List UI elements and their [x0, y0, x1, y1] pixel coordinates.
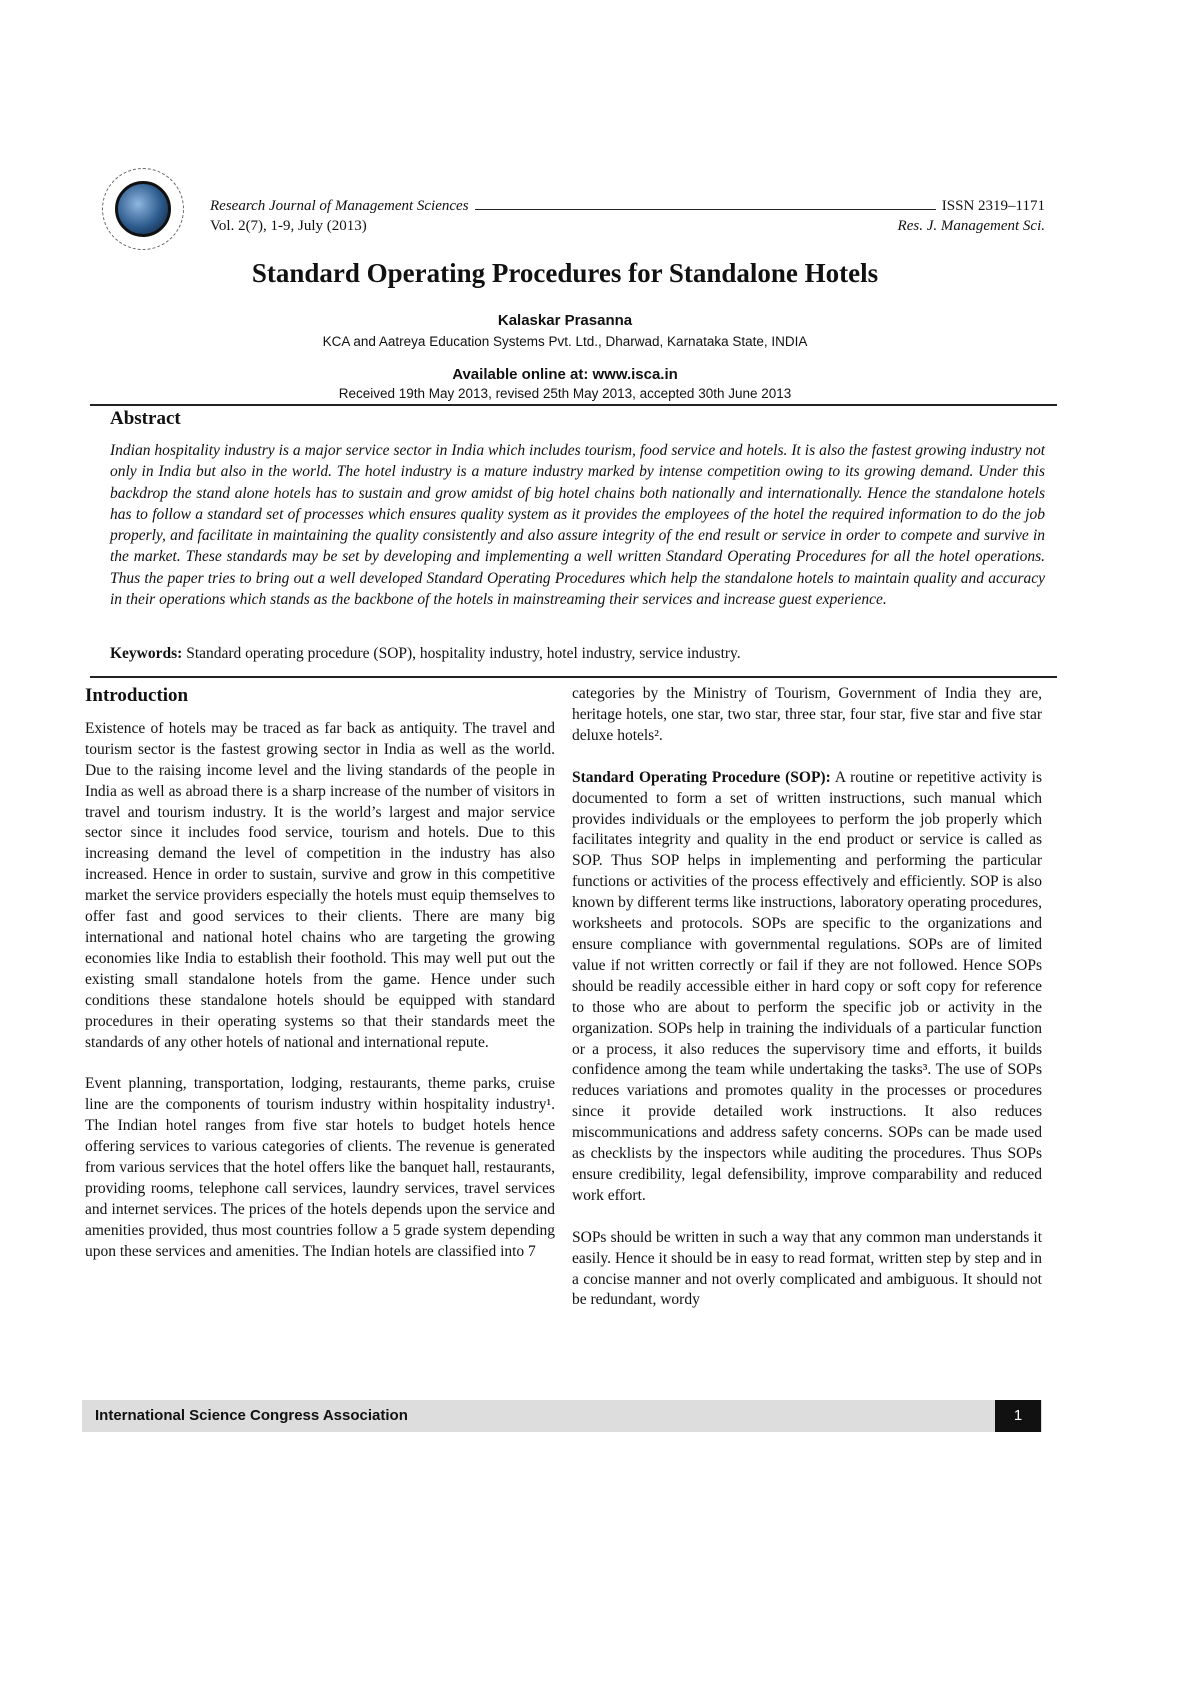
author: Kalaskar Prasanna — [497, 312, 633, 329]
page-number: 1 — [995, 1400, 1041, 1432]
volume: Vol. 2(7), 1-9, July (2013) — [210, 218, 367, 234]
globe-icon — [115, 181, 171, 237]
footer-bar — [82, 1400, 1042, 1432]
isca-logo — [102, 168, 184, 250]
issn: ISSN 2319–1171 — [941, 198, 1045, 214]
divider — [90, 676, 1057, 678]
received-dates: Received 19th May 2013, revised 25th May 2013, accepted 30th June 2013 — [338, 386, 792, 401]
page-title: Standard Operating Procedures for Standalone Hotels — [251, 258, 879, 288]
abstract-heading: Abstract — [110, 408, 181, 429]
journal-name: Research Journal of Management Sciences — [210, 198, 469, 214]
journal-abbrev: Res. J. Management Sci. — [897, 218, 1045, 234]
paragraph: SOPs should be written in such a way that any common man understands it easily. Hence it should be in easy to read format, written step by step and in a concise manner and not overly complicated and ambiguous. It should not be redundant, wordy — [572, 1228, 1042, 1309]
paragraph: Existence of hotels may be traced as far back as antiquity. The travel and tourism sector is the fastest growing sector in India as well as the world. Due to the raising income level and the living standards of the people in India as well as abroad there is a sharp increase of the number of visitors in travel and tourism industry. It is the world’s largest and major service sector since it includes food service, tourism and hotels. Due to this increasing demand the level of competition in the industry has also increased. Hence in order to sustain, survive and grow in this competitive market the service providers especially the hotels must equip themselves to offer fast and good services to their clients. There are many big international and national hotel chains who are targeting the growing economies like India to establish their foothold. This may well put out the existing small standalone hotels from the game. Hence under such conditions these standalone hotels should be equipped with standard procedures in their operating systems so that their standards meet the standards of any other hotels of national and international repute. — [85, 719, 555, 1051]
paragraph: Event planning, transportation, lodging, restaurants, theme parks, cruise line are the components of tourism industry within hospitality industry¹. The Indian hotel ranges from five star hotels to budget hotels hence offering services to various categories of clients. The revenue is generated from various services that the hotel offers like the banquet hall, restaurants, providing rooms, telephone call services, laundry services, travel services and internet services. The prices of the hotels depends upon the service and amenities provided, thus most countries follow a 5 grade system depending upon these services and amenities. The Indian hotels are classified into 7 — [85, 1075, 555, 1260]
paragraph: Standard Operating Procedure (SOP): A routine or repetitive activity is documented to form a set of written instructions, such manual which provides individuals or the employees to perform the job properly which facilitates integrity and quality in the end product or service is called as SOP. Thus SOP helps in implementing and performing the particular functions or activities of the process effectively and efficiently. SOP is also known by different terms like instructions, laboratory operating procedures, worksheets and protocols. SOPs are specific to the organizations and ensure compliance with governmental regulations. SOPs are of limited value if not written correctly or fail if they are not followed. Hence SOPs should be readily accessible either in hard copy or soft copy for reference to those who are about to perform the specific job or activity in the organization. SOPs help in training the individuals of a particular function or a process, it also reduces the supervisory time and efforts, it builds confidence among the team while undertaking the tasks³. The use of SOPs reduces variations and promotes quality in the processes or procedures since it provide detailed work instructions. It also reduces miscommunications and address safety concerns. SOPs can be made used as checklists by the inspectors while auditing the procedures. Thus SOPs ensure credibility, legal defensibility, improve comparability and reduced work effort. — [572, 768, 1042, 1204]
affiliation: KCA and Aatreya Education Systems Pvt. Ltd., Dharwad, Karnataka State, INDIA — [322, 334, 808, 349]
footer-org: International Science Congress Association — [95, 1407, 408, 1424]
available-online: Available online at: www.isca.in — [452, 366, 678, 383]
keywords: Keywords: Standard operating procedure (SOP), hospitality industry, hotel industry, service industry. — [110, 645, 741, 662]
right-column — [572, 684, 1042, 1332]
intro-heading: Introduction — [85, 685, 189, 706]
paragraph: categories by the Ministry of Tourism, Government of India they are, heritage hotels, one star, two star, three star, four star, five star and five star deluxe hotels². — [572, 685, 1042, 744]
abstract-text: Indian hospitality industry is a major service sector in India which includes tourism, food service and hotels. It is also the fastest growing industry not only in India but also in the world. The hotel industry is a mature industry marked by intense competition owing to its growing demand. Under this backdrop the stand alone hotels has to sustain and grow amidst of big hotel chains both nationally and internationally. Hence the standalone hotels has to follow a standard set of processes which ensures quality system as it provides the employees of the hotel the required information to do the job properly, and facilitate in maintaining the quality consistently and also assure integrity of the end result or service in order to compete and survive in the market. These standards may be set by developing and implementing a well written Standard Operating Procedures for all the hotel operations. Thus the paper tries to bring out a well developed Standard Operating Procedures which help the standalone hotels to maintain quality and accuracy in their operations which stands as the backbone of the hotels in mainstreaming their services and increase guest experience. — [110, 442, 1045, 609]
left-column — [85, 686, 555, 1284]
divider — [90, 404, 1057, 406]
journal-header — [210, 197, 1045, 239]
